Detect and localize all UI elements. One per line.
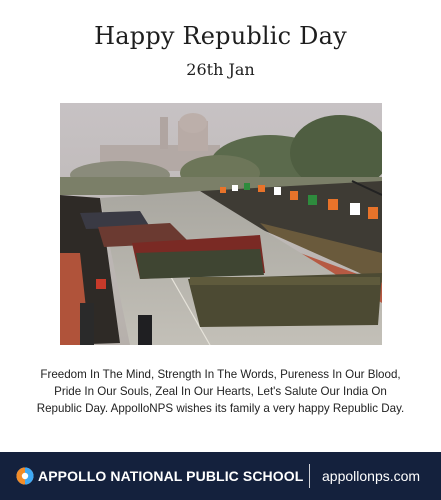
globe-logo-icon: [16, 467, 34, 485]
footer-bar: [0, 452, 441, 500]
website-link[interactable]: appollonps.com: [322, 468, 421, 484]
date-subtitle: 26th Jan: [186, 60, 255, 79]
message-line: Pride In Our Souls, Zeal In Our Hearts, Let's Salute Our India On: [54, 385, 387, 398]
message-line: Freedom In The Mind, Strength In The Words, Pureness In Our Blood,: [40, 368, 401, 381]
footer-divider: [309, 464, 310, 488]
page-title: Happy Republic Day: [94, 22, 347, 50]
message-line: Republic Day. AppolloNPS wishes its family a very happy Republic Day.: [36, 402, 405, 415]
school-name: APPOLLO NATIONAL PUBLIC SCHOOL: [38, 468, 304, 484]
parade-photo: [60, 103, 382, 345]
greeting-message: [20, 366, 421, 417]
